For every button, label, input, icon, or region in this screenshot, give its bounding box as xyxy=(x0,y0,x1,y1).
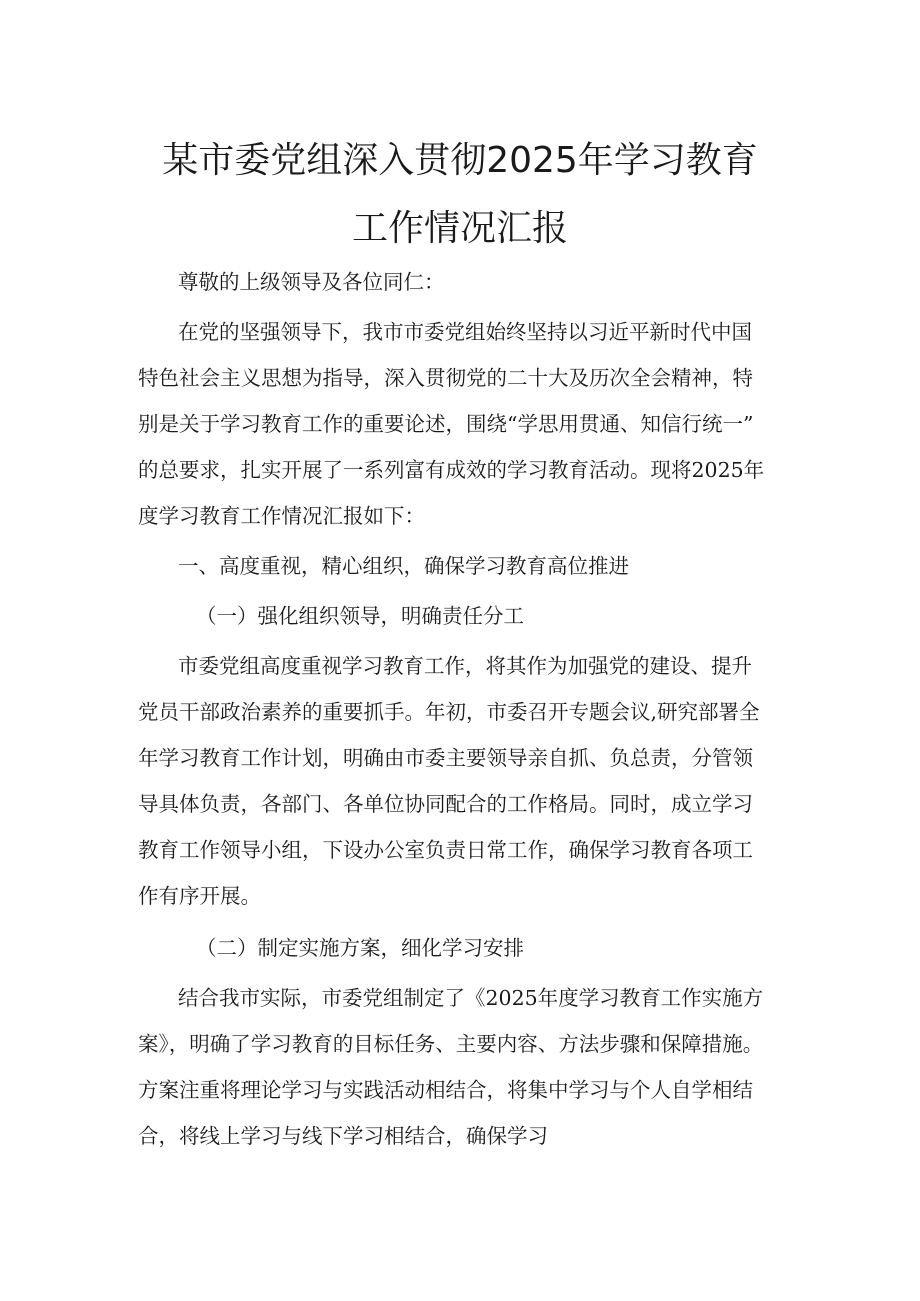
paragraph-line: 年学习教育工作计划，明确由市委主要领导亲自抓、负总责，分管领 xyxy=(138,746,753,770)
document-title-line-1: 某市委党组深入贯彻2025年学习教育 xyxy=(162,140,758,181)
section-heading-1: 一、高度重视，精心组织，确保学习教育高位推进 xyxy=(178,554,629,578)
subsection-heading-1-2: （二）制定实施方案，细化学习安排 xyxy=(196,936,524,960)
paragraph-line: 党员干部政治素养的重要抓手。年初，市委召开专题会议,研究部署全 xyxy=(138,700,760,724)
document-title-line-2: 工作情况汇报 xyxy=(351,208,568,249)
paragraph-line: 导具体负责，各部门、各单位协同配合的工作格局。同时，成立学习 xyxy=(138,792,753,816)
paragraph-line: 的总要求，扎实开展了一系列富有成效的学习教育活动。现将2025年 xyxy=(138,458,765,482)
paragraph-line: 方案注重将理论学习与实践活动相结合，将集中学习与个人自学相结 xyxy=(138,1078,753,1102)
paragraph-line: 作有序开展。 xyxy=(138,884,261,908)
paragraph-line: 特色社会主义思想为指导，深入贯彻党的二十大及历次全会精神，特 xyxy=(138,366,753,390)
subsection-heading-1-1: （一）强化组织领导，明确责任分工 xyxy=(196,604,524,628)
paragraph-line: 结合我市实际，市委党组制定了《2025年度学习教育工作实施方 xyxy=(178,986,764,1010)
paragraph-line: 别是关于学习教育工作的重要论述，围绕“学思用贯通、知信行统一” xyxy=(138,412,754,436)
salutation: 尊敬的上级领导及各位同仁： xyxy=(178,270,445,294)
paragraph-line: 在党的坚强领导下，我市市委党组始终坚持以习近平新时代中国 xyxy=(178,320,752,344)
paragraph-line: 教育工作领导小组，下设办公室负责日常工作，确保学习教育各项工 xyxy=(138,838,753,862)
paragraph-line: 合，将线上学习与线下学习相结合，确保学习 xyxy=(138,1124,548,1148)
paragraph-line: 案》，明确了学习教育的目标任务、主要内容、方法步骤和保障措施。 xyxy=(138,1032,764,1056)
paragraph-line: 度学习教育工作情况汇报如下： xyxy=(138,504,425,528)
paragraph-line: 市委党组高度重视学习教育工作，将其作为加强党的建设、提升 xyxy=(178,654,752,678)
